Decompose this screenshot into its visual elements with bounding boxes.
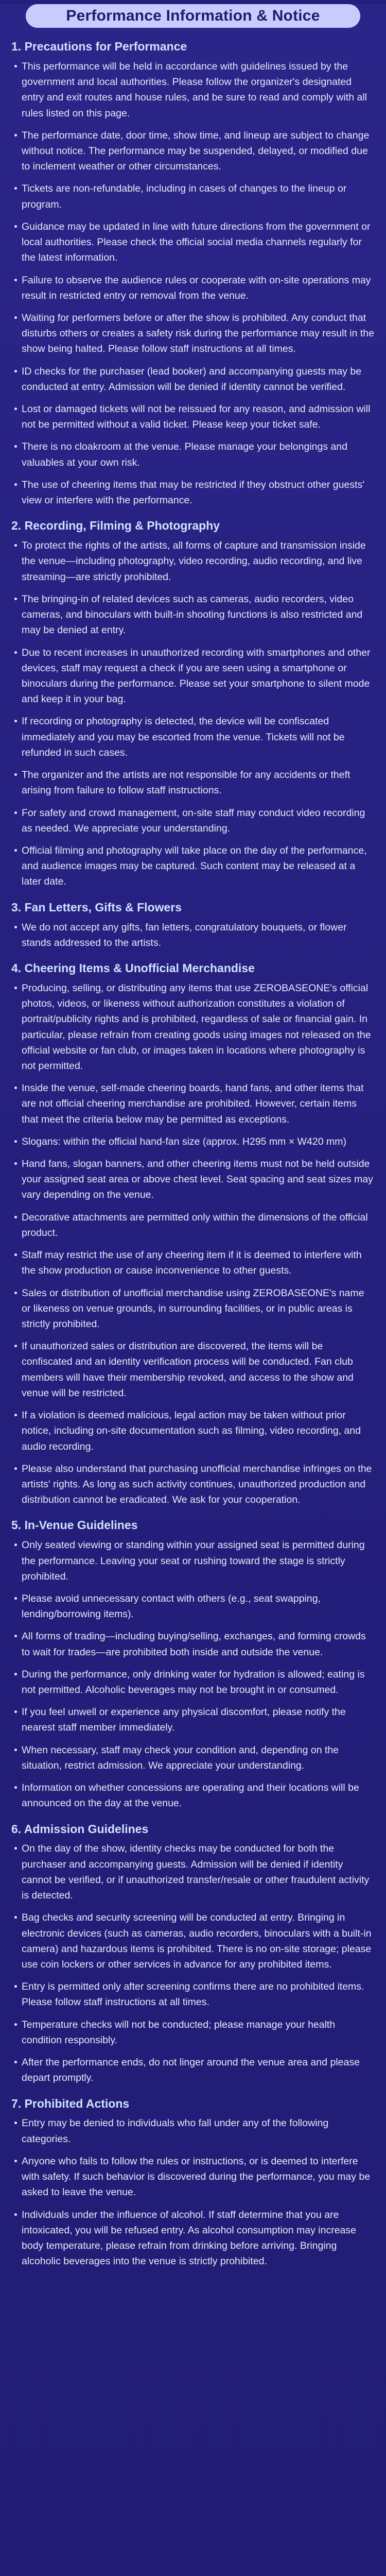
notice-item: Failure to observe the audience rules or cooperate with on-site operations may result in restricted entry or removal from the venue.	[11, 273, 375, 303]
notice-item: Lost or damaged tickets will not be reissued for any reason, and admission will not be permitted without a valid ticket. Please keep your ticket safe.	[11, 401, 375, 432]
notice-list	[11, 1537, 375, 1811]
notice-item: ID checks for the purchaser (lead booker) and accompanying guests may be conducted at entry. Admission will be denied if identity cannot be verified.	[11, 364, 375, 395]
section-heading: 2. Recording, Filming & Photography	[11, 519, 220, 533]
notice-item: For safety and crowd management, on-site staff may conduct video recording as needed. We appreciate your understanding.	[11, 805, 375, 836]
notice-item: Please also understand that purchasing unofficial merchandise infringes on the artists' rights. As long as such activity continues, unauthorized production and distribution cannot be eradicated. We ask for your cooperation.	[11, 1461, 375, 1508]
section-heading: 6. Admission Guidelines	[11, 1822, 149, 1836]
notice-list	[11, 920, 375, 951]
notice-section	[11, 518, 375, 889]
notice-item: The use of cheering items that may be restricted if they obstruct other guests' view or interfere with the performance.	[11, 477, 375, 508]
notice-item: Waiting for performers before or after the show is prohibited. Any conduct that disturbs others or creates a safety risk during the performance may result in the show being halted. Please follow staff instructions at all times.	[11, 310, 375, 357]
notice-item: Producing, selling, or distributing any items that use ZEROBASEONE's official photos, videos, or likeness without authorization constitutes a violation of portrait/publicity rights and is prohibited, regardless of sale or financial gain. In particular, please refrain from creating goods using images not released on the official website or fan club, or images taken in locations where photography is not permitted.	[11, 980, 375, 1074]
notice-item: There is no cloakroom at the venue. Please manage your belongings and valuables at your own risk.	[11, 439, 375, 470]
notice-section	[11, 1518, 375, 1811]
notice-item: Decorative attachments are permitted only within the dimensions of the official product.	[11, 1210, 375, 1241]
notice-item: When necessary, staff may check your condition and, depending on the situation, restrict admission. We appreciate your understanding.	[11, 1742, 375, 1773]
notice-item: Hand fans, slogan banners, and other cheering items must not be held outside your assigned seat area or above chest level. Seat spacing and seat sizes may vary depending on the venue.	[11, 1156, 375, 1203]
notice-item: Due to recent increases in unauthorized recording with smartphones and other devices, staff may request a check if you are seen using a smartphone or binoculars during the performance. Please set your smartphone to silent mode and keep it in your bag.	[11, 645, 375, 707]
notice-item: If recording or photography is detected, the device will be confiscated immediately and you may be escorted from the venue. Tickets will not be refunded in such cases.	[11, 714, 375, 760]
notice-item: Slogans: within the official hand-fan size (approx. H295 mm × W420 mm)	[11, 1134, 375, 1149]
notice-item: To protect the rights of the artists, all forms of capture and transmission inside the venue—including photography, video recording, audio recording, and live streaming—are strictly prohibited.	[11, 538, 375, 585]
section-heading: 7. Prohibited Actions	[11, 2096, 130, 2110]
notice-section	[11, 2096, 375, 2269]
notice-item: Tickets are non-refundable, including in cases of changes to the lineup or program.	[11, 181, 375, 212]
notice-list	[11, 1841, 375, 2086]
notice-item: After the performance ends, do not linger around the venue area and please depart promptly.	[11, 2055, 375, 2086]
page-title: Performance Information & Notice	[66, 7, 320, 24]
notice-list	[11, 2115, 375, 2269]
notice-item: The organizer and the artists are not responsible for any accidents or theft arising from failure to follow staff instructions.	[11, 767, 375, 798]
notice-section	[11, 961, 375, 1507]
notice-item: If you feel unwell or experience any physical discomfort, please notify the nearest staff member immediately.	[11, 1704, 375, 1735]
notice-list	[11, 980, 375, 1508]
section-heading: 5. In-Venue Guidelines	[11, 1518, 138, 1532]
notice-item: Sales or distribution of unofficial merchandise using ZEROBASEONE's name or likeness on venue grounds, in surrounding facilities, or in public areas is strictly prohibited.	[11, 1285, 375, 1332]
section-heading: 1. Precautions for Performance	[11, 40, 187, 53]
notice-item: This performance will be held in accordance with guidelines issued by the government and local authorities. Please follow the organizer's designated entry and exit routes and house rules, and be sure to read and comply with all rules listed on this page.	[11, 59, 375, 121]
notice-section	[11, 39, 375, 508]
notice-item: If a violation is deemed malicious, legal action may be taken without prior notice, including on-site documentation such as filming, video recording, and audio recording.	[11, 1408, 375, 1454]
notice-page	[0, 4, 386, 2576]
notice-item: Entry may be denied to individuals who fall under any of the following categories.	[11, 2115, 375, 2146]
notice-item: Only seated viewing or standing within your assigned seat is permitted during the performance. Leaving your seat or rushing toward the stage is strictly prohibited.	[11, 1537, 375, 1584]
notice-section	[11, 1822, 375, 2086]
notice-item: The bringing-in of related devices such as cameras, audio recorders, video cameras, and binoculars with built-in shooting functions is also restricted and may be denied at entry.	[11, 591, 375, 638]
section-heading: 4. Cheering Items & Unofficial Merchandise	[11, 961, 255, 975]
notice-item: Temperature checks will not be conducted; please manage your health condition responsibly.	[11, 2017, 375, 2048]
notice-item: On the day of the show, identity checks may be conducted for both the purchaser and accompanying guests. Admission will be denied if identity cannot be verified, or if unauthorized transfer/resale or other fraudulent activity is detected.	[11, 1841, 375, 1903]
notice-section	[11, 900, 375, 951]
notice-list	[11, 538, 375, 889]
notice-item: Entry is permitted only after screening confirms there are no prohibited items. Please follow staff instructions at all times.	[11, 1979, 375, 2010]
notice-item: During the performance, only drinking water for hydration is allowed; eating is not permitted. Alcoholic beverages may not be brought in or consumed.	[11, 1667, 375, 1698]
notice-item: If unauthorized sales or distribution are discovered, the items will be confiscated and an identity verification process will be conducted. Fan club members will have their membership revoked, and access to the show and venue will be restricted.	[11, 1338, 375, 1401]
page-title-banner	[26, 4, 360, 28]
notice-item: Information on whether concessions are operating and their locations will be announced on the day at the venue.	[11, 1780, 375, 1811]
notice-item: Inside the venue, self-made cheering boards, hand fans, and other items that are not official cheering merchandise are prohibited. However, certain items that meet the criteria below may be permitted as exceptions.	[11, 1080, 375, 1127]
notice-item: All forms of trading—including buying/selling, exchanges, and forming crowds to wait for trades—are prohibited both inside and outside the venue.	[11, 1629, 375, 1659]
notice-item: Please avoid unnecessary contact with others (e.g., seat swapping, lending/borrowing items).	[11, 1591, 375, 1622]
notice-item: Individuals under the influence of alcohol. If staff determine that you are intoxicated, you will be refused entry. As alcohol consumption may increase body temperature, please refrain from drinking before arriving. Bringing alcoholic beverages into the venue is strictly prohibited.	[11, 2207, 375, 2269]
notice-item: Bag checks and security screening will be conducted at entry. Bringing in electronic devices (such as cameras, audio recorders, binoculars with a built-in camera) and hazardous items is prohibited. There is no on-site storage; please use coin lockers or other services in advance for any prohibited items.	[11, 1910, 375, 1972]
notice-item: The performance date, door time, show time, and lineup are subject to change without notice. The performance may be suspended, delayed, or modified due to inclement weather or other circumstances.	[11, 128, 375, 175]
notice-item: Guidance may be updated in line with future directions from the government or local authorities. Please check the official social media channels regularly for the latest information.	[11, 219, 375, 266]
notice-item: Official filming and photography will take place on the day of the performance, and audience images may be captured. Such content may be released at a later date.	[11, 843, 375, 890]
notice-item: Anyone who fails to follow the rules or instructions, or is deemed to interfere with safety. If such behavior is discovered during the performance, you may be asked to leave the venue.	[11, 2154, 375, 2200]
notice-item: Staff may restrict the use of any cheering item if it is deemed to interfere with the show production or cause inconvenience to other guests.	[11, 1247, 375, 1278]
notice-sections	[11, 39, 375, 2269]
section-heading: 3. Fan Letters, Gifts & Flowers	[11, 900, 182, 914]
notice-item: We do not accept any gifts, fan letters, congratulatory bouquets, or flower stands addressed to the artists.	[11, 920, 375, 951]
notice-list	[11, 59, 375, 508]
